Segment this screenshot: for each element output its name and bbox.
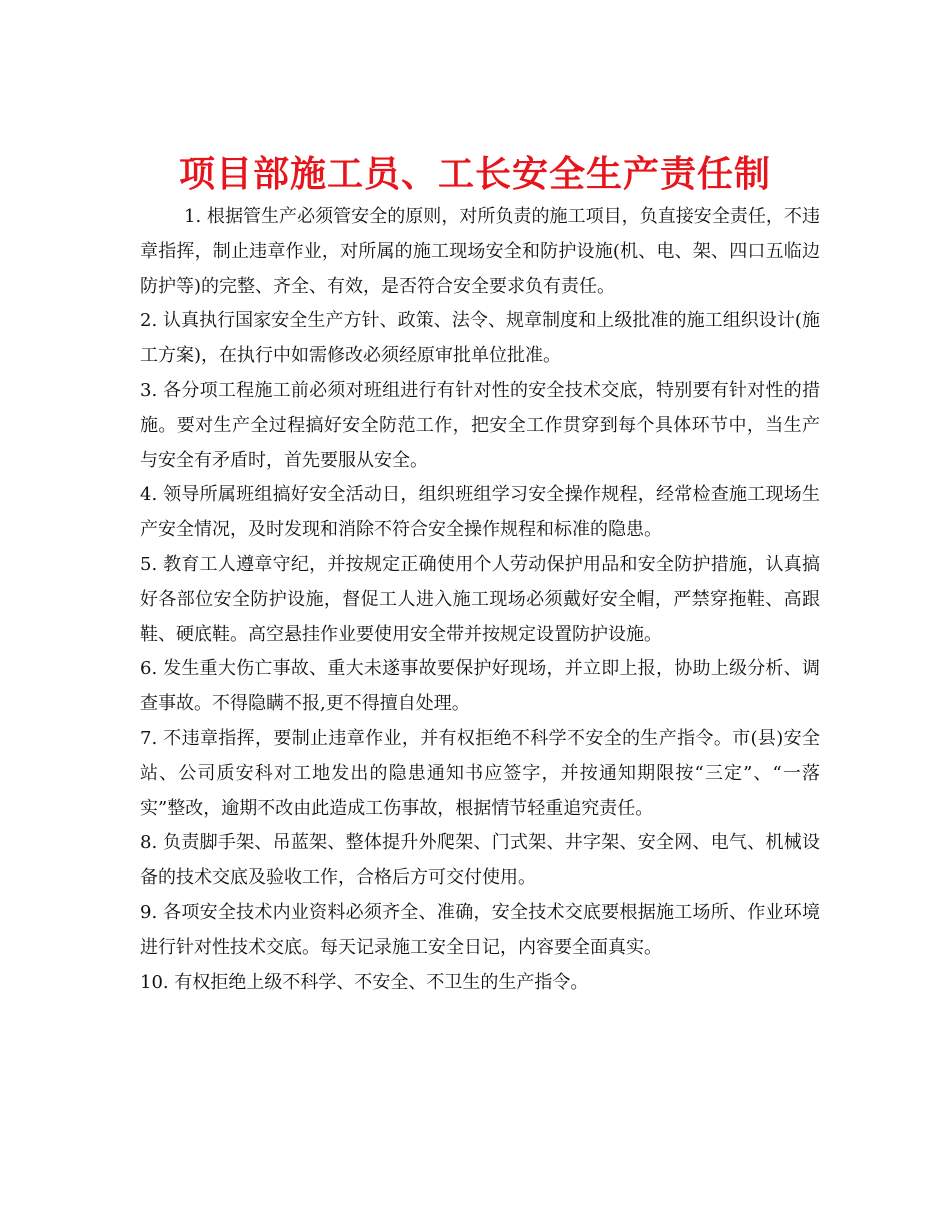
document-body (140, 200, 820, 1000)
document-title: 项目部施工员、工长安全生产责任制 (178, 153, 771, 196)
clause-1: 1. 根据管生产必须管安全的原则，对所负责的施工项目，负直接安全责任，不违章指挥，制止违章作业，对所属的施工现场安全和防护设施(机、电、架、四口五临边防护等)的完整、齐全、有效，是否符合安全要求负有责任。 (140, 206, 820, 297)
clause-9: 9. 各项安全技术内业资料必须齐全、准确，安全技术交底要根据施工场所、作业环境进行针对性技术交底。每天记录施工安全日记，内容要全面真实。 (140, 901, 820, 958)
clause-7: 7. 不违章指挥，要制止违章作业，并有权拒绝不科学不安全的生产指令。市(县)安全站、公司质安科对工地发出的隐患通知书应签字，并按通知期限按“三定”、“一落实”整改，逾期不改由此造成工伤事故，根据情节轻重追究责任。 (140, 727, 820, 819)
clause-4: 4. 领导所属班组搞好安全活动日，组织班组学习安全操作规程，经常检查施工现场生产安全情况，及时发现和消除不符合安全操作规程和标准的隐患。 (140, 484, 820, 541)
clause-3: 3. 各分项工程施工前必须对班组进行有针对性的安全技术交底，特别要有针对性的措施。要对生产全过程搞好安全防范工作，把安全工作贯穿到每个具体环节中，当生产与安全有矛盾时，首先要服从安全。 (140, 379, 820, 471)
clause-2: 2. 认真执行国家安全生产方针、政策、法令、规章制度和上级批准的施工组织设计(施工方案)，在执行中如需修改必须经原审批单位批准。 (140, 310, 820, 367)
clause-10: 10. 有权拒绝上级不科学、不安全、不卫生的生产指令。 (140, 971, 589, 993)
clause-8: 8. 负责脚手架、吊蓝架、整体提升外爬架、门式架、井字架、安全网、电气、机械设备的技术交底及验收工作，合格后方可交付使用。 (140, 832, 820, 889)
clause-5: 5. 教育工人遵章守纪，并按规定正确使用个人劳动保护用品和安全防护措施，认真搞好各部位安全防护设施，督促工人进入施工现场必须戴好安全帽，严禁穿拖鞋、高跟鞋、硬底鞋。高空悬挂作业要使用安全带并按规定设置防护设施。 (140, 553, 820, 645)
clause-6: 6. 发生重大伤亡事故、重大未遂事故要保护好现场，并立即上报，协助上级分析、调查事故。不得隐瞒不报,更不得擅自处理。 (140, 658, 820, 715)
